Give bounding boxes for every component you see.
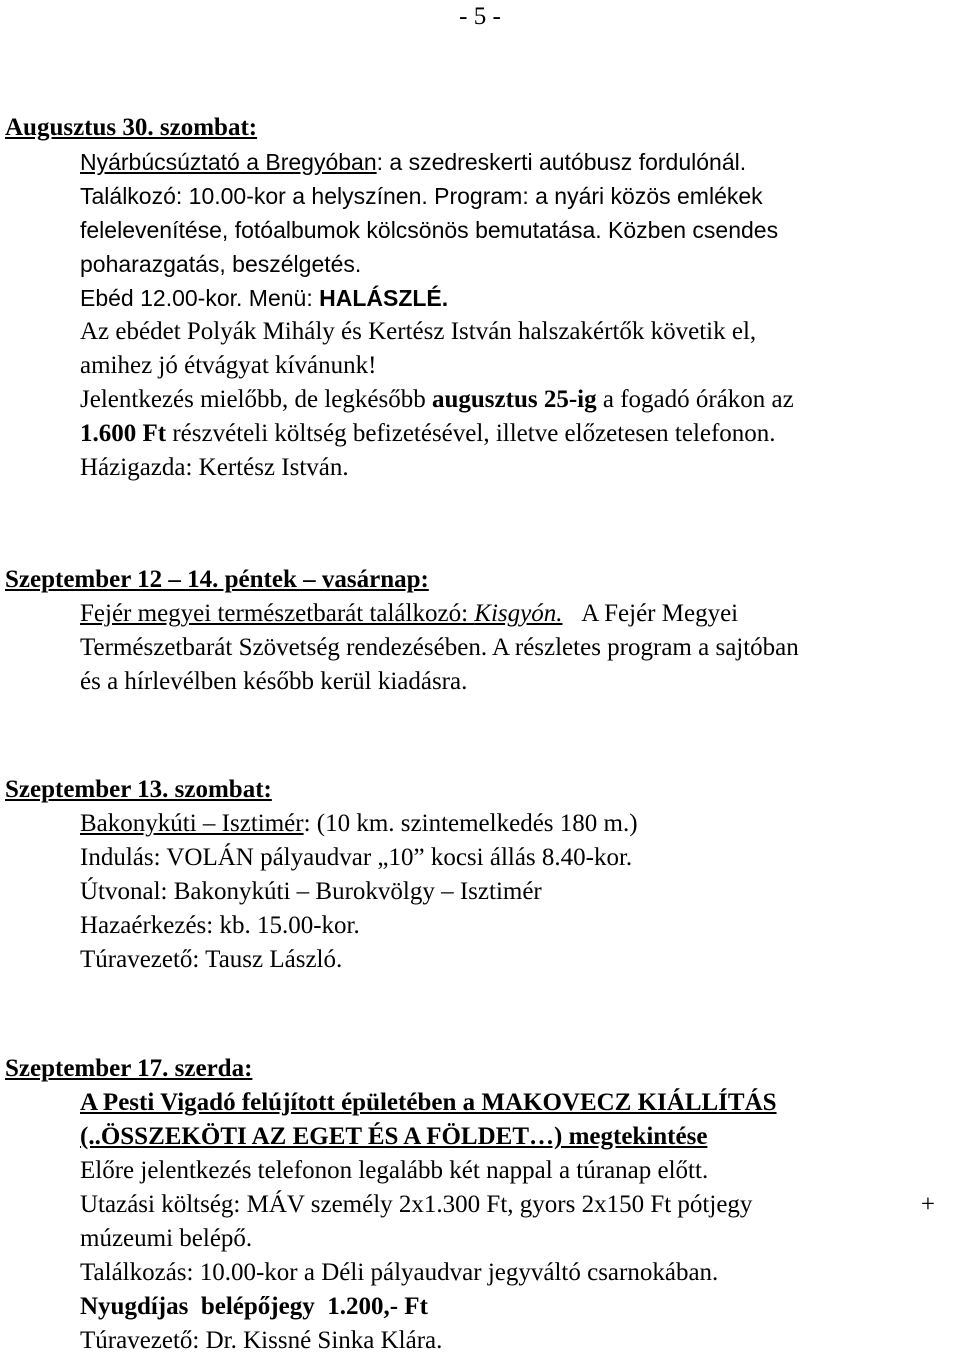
registration-text: a fogadó órákon az [596,386,794,413]
registration-line [80,383,960,417]
page-number: - 5 - [459,3,501,30]
registration-deadline: augusztus 25-ig [431,386,597,413]
hosts-line: amihez jó étvágyat kívánunk! [80,352,377,379]
section-heading: Szeptember 17. szerda: [5,1055,253,1082]
event-title: Fejér megyei természetbarát találkozó: [80,600,469,627]
museum-entry-line: múzeumi belépő. [80,1225,253,1252]
lunch-line [80,281,960,315]
itinerary-line: Útvonal: Bakonykúti – Burokvölgy – Isztimér [80,878,542,905]
exhibition-title: A Pesti Vigadó felújított épületében a MAKOVECZ KIÁLLÍTÁS [80,1089,777,1116]
route-name: Bakonykúti – Isztimér [80,810,304,837]
guide-line: Túravezető: Tausz László. [80,946,343,973]
section-september-12-14 [0,563,960,699]
organizer-text: A Fejér Megyei [581,600,739,627]
event-line [80,145,960,179]
meeting-line: Találkozó: 10.00-kor a helyszínen. Program: a nyári közös emlékek [80,183,763,209]
lunch-text: Ebéd 12.00-kor. Menü: [80,285,320,311]
travel-cost-line [80,1188,935,1222]
fee-text: részvételi költség befizetésével, illetve előzetesen telefonon. [166,420,776,447]
guide-line: Túravezető: Dr. Kissné Sinka Klára. [80,1327,443,1354]
section-september-17 [0,1052,960,1358]
event-line [80,597,960,631]
travel-cost-plus: + [920,1191,935,1218]
departure-line: Indulás: VOLÁN pályaudvar „10” kocsi állás 8.40-kor. [80,844,633,871]
section-heading: Szeptember 12 – 14. péntek – vasárnap: [5,566,429,593]
info-line: és a hírlevélben később kerül kiadásra. [80,668,468,695]
organizer-line: Természetbarát Szövetség rendezésében. A részletes program a sajtóban [80,634,799,661]
section-heading: Szeptember 13. szombat: [5,776,272,803]
registration-line: Előre jelentkezés telefonon legalább két nappal a túranap előtt. [80,1157,709,1184]
event-place-details: : a szedreskerti autóbusz fordulónál. [376,149,747,175]
route-details: : (10 km. szintemelkedés 180 m.) [303,810,638,837]
travel-cost-text: Utazási költség: MÁV személy 2x1.300 Ft, gyors 2x150 Ft pótjegy [80,1191,753,1218]
program-line: poharazgatás, beszélgetés. [80,251,362,277]
host-line: Házigazda: Kertész István. [80,454,349,481]
fee-line [80,417,960,451]
return-line: Hazaérkezés: kb. 15.00-kor. [80,912,360,939]
section-august-30 [0,111,960,485]
menu-name: HALÁSZLÉ. [319,285,449,311]
exhibition-subtitle: (..ÖSSZEKÖTI AZ EGET ÉS A FÖLDET…) megtekintése [80,1123,708,1150]
event-place: Kisgyón. [474,600,563,627]
registration-text: Jelentkezés mielőbb, de legkésőbb [80,386,432,413]
route-line [80,807,960,841]
event-name [80,600,562,627]
program-line: felelevenítése, fotóalbumok kölcsönös bemutatása. Közben csendes [80,217,779,243]
hosts-line: Az ebédet Polyák Mihály és Kertész István halszakértők követik el, [80,318,757,345]
event-organizer [562,600,738,627]
fee-amount: 1.600 Ft [80,420,167,447]
event-place: Nyárbúcsúztató a Bregyóban [80,149,377,175]
section-heading: Augusztus 30. szombat: [5,114,258,141]
pensioner-ticket-line: Nyugdíjas belépőjegy 1.200,- Ft [80,1293,428,1320]
meeting-line: Találkozás: 10.00-kor a Déli pályaudvar jegyváltó csarnokában. [80,1259,719,1286]
section-september-13 [0,773,960,977]
